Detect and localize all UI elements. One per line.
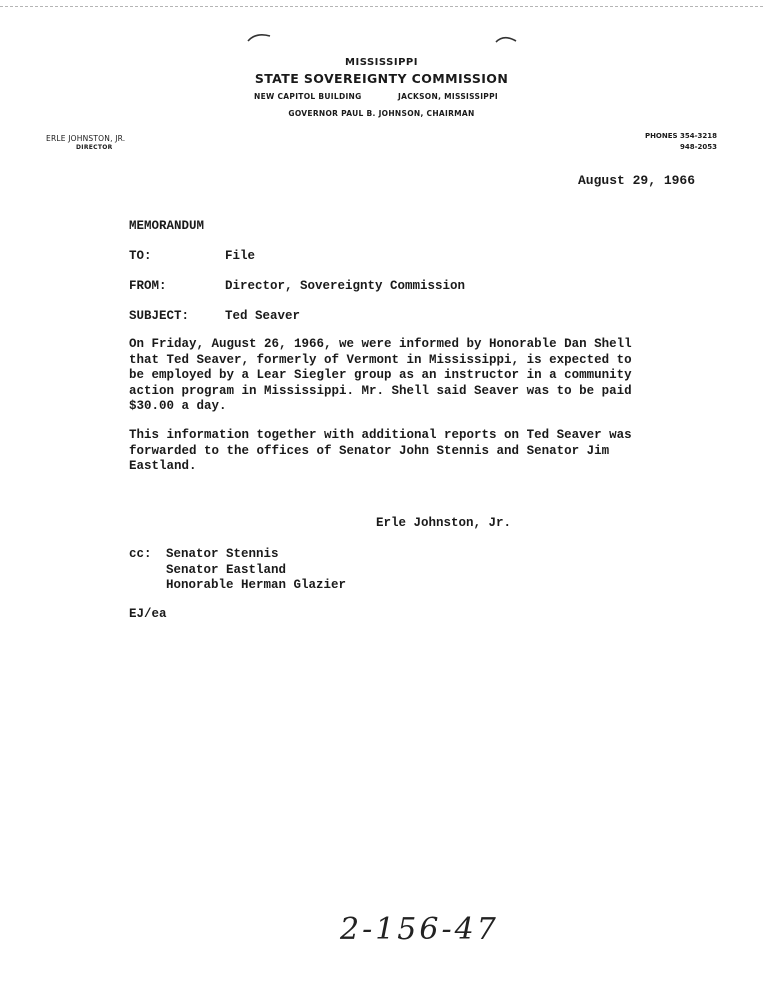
body-line: Eastland. [129, 459, 197, 473]
from-label: FROM: [129, 279, 167, 293]
cc-recipient: Honorable Herman Glazier [166, 578, 347, 592]
subject-value: Ted Seaver [225, 309, 301, 323]
cc-recipient: Senator Stennis [166, 547, 279, 561]
memo-date: August 29, 1966 [578, 173, 696, 188]
phones-line-2: 948-2053 [680, 143, 717, 151]
to-value: File [225, 249, 256, 263]
director-title: DIRECTOR [76, 144, 113, 151]
body-line: On Friday, August 26, 1966, we were informed by Honorable Dan Shell [129, 337, 632, 351]
body-paragraph-2 [129, 428, 649, 475]
phones-line-1: PHONES 354-3218 [644, 132, 717, 140]
page-top-edge [0, 6, 763, 7]
handwritten-file-number: 2-156-47 [340, 912, 499, 947]
letterhead-city: JACKSON, MISSISSIPPI [398, 92, 498, 101]
signature-block: Erle Johnston, Jr. [376, 516, 512, 530]
body-line: action program in Mississippi. Mr. Shell said Seaver was to be paid [129, 383, 632, 398]
cc-label: cc: [129, 547, 152, 561]
body-line: be employed by a Lear Siegler group as an instructor in a community [129, 368, 632, 382]
body-paragraph-1 [129, 337, 649, 415]
to-label: TO: [129, 249, 152, 263]
cc-recipients [166, 547, 346, 594]
from-value: Director, Sovereignty Commission [225, 279, 466, 293]
letterhead-flourish-right-icon [494, 32, 518, 46]
letterhead-state: MISSISSIPPI [345, 57, 418, 68]
typist-initials: EJ/ea [129, 607, 167, 621]
body-line: $30.00 a day. [129, 399, 227, 413]
cc-recipient: Senator Eastland [166, 562, 287, 577]
memo-heading: MEMORANDUM [129, 219, 205, 233]
letterhead-building: NEW CAPITOL BUILDING [254, 92, 362, 101]
letterhead-governor: GOVERNOR PAUL B. JOHNSON, CHAIRMAN [288, 109, 475, 118]
body-line: This information together with additional reports on Ted Seaver was [129, 428, 632, 442]
subject-label: SUBJECT: [129, 309, 190, 323]
letterhead-agency: STATE SOVEREIGNTY COMMISSION [254, 71, 509, 86]
director-name: ERLE JOHNSTON, JR. [46, 134, 126, 143]
letterhead-flourish-left-icon [246, 30, 272, 44]
body-line: that Ted Seaver, formerly of Vermont in Mississippi, is expected to [129, 352, 632, 367]
body-line: forwarded to the offices of Senator John Stennis and Senator Jim [129, 443, 610, 458]
